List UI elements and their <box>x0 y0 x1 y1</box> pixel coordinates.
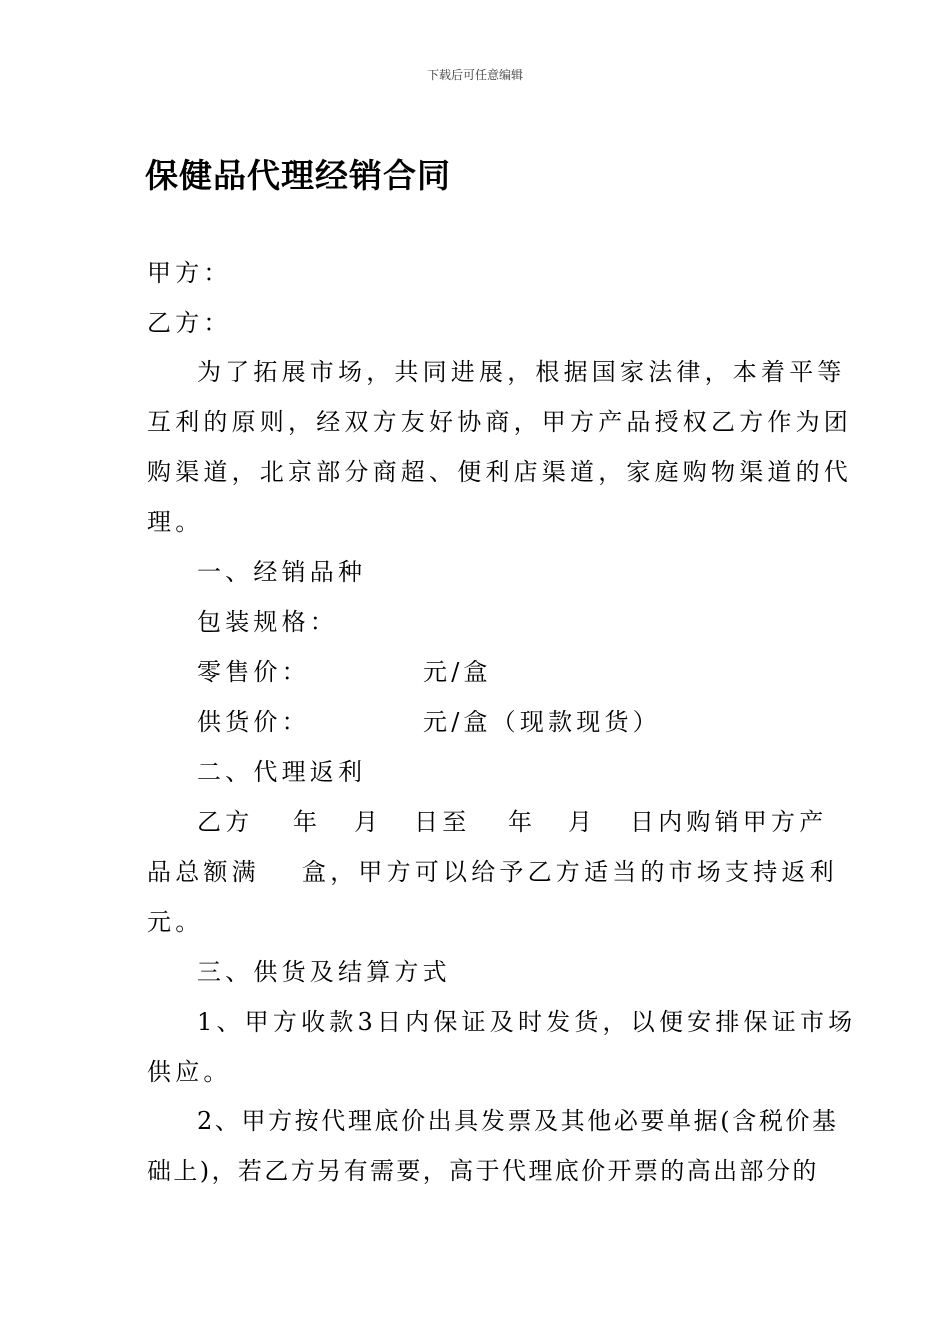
page-header-note: 下载后可任意编辑 <box>426 68 523 82</box>
party-a-label: 甲方： <box>147 259 232 287</box>
item-1-line-2: 供应。 <box>147 1058 232 1086</box>
party-b-label: 乙方： <box>147 309 232 337</box>
packaging-label: 包装规格： <box>197 608 338 636</box>
retail-price-label: 零售价： <box>197 658 310 686</box>
intro-line-2: 互利的原则，经双方友好协商，甲方产品授权乙方作为团 <box>147 408 852 436</box>
rebate-amount-unit: 元。 <box>147 908 204 936</box>
rebate-start-month: 月 <box>354 808 383 836</box>
rebate-start-year: 年 <box>293 808 322 836</box>
document-title: 保健品代理经销合同 <box>145 156 451 195</box>
item-2-line-2: 础上)，若乙方另有需要，高于代理底价开票的高出部分的 <box>147 1157 819 1185</box>
item-2-line-1: 2、甲方按代理底价出具发票及其他必要单据(含税价基 <box>197 1107 839 1135</box>
supply-price-label: 供货价： <box>197 708 310 736</box>
retail-price-unit: 元/盒 <box>423 658 492 686</box>
intro-line-3: 购渠道，北京部分商超、便利店渠道，家庭购物渠道的代 <box>147 458 852 486</box>
rebate-party: 乙方 <box>197 808 254 836</box>
rebate-end-year: 年 <box>508 808 537 836</box>
item-1-line-1: 1、甲方收款3日内保证及时发货，以便安排保证市场 <box>197 1008 857 1036</box>
rebate-start-day: 日至 <box>414 808 471 836</box>
section-2-heading: 二、代理返利 <box>197 758 367 786</box>
intro-line-1: 为了拓展市场，共同进展，根据国家法律，本着平等 <box>197 358 846 386</box>
intro-line-4: 理。 <box>147 508 204 536</box>
supply-price-unit: 元/盒（现款现货） <box>423 708 661 736</box>
section-1-heading: 一、经销品种 <box>197 558 367 586</box>
rebate-end-month: 月 <box>568 808 597 836</box>
rebate-total-text: 盒，甲方可以给予乙方适当的市场支持返利 <box>302 858 838 886</box>
rebate-end-day-text: 日内购销甲方产 <box>630 808 828 836</box>
rebate-total-label: 品总额满 <box>147 858 260 886</box>
section-3-heading: 三、供货及结算方式 <box>197 958 451 986</box>
